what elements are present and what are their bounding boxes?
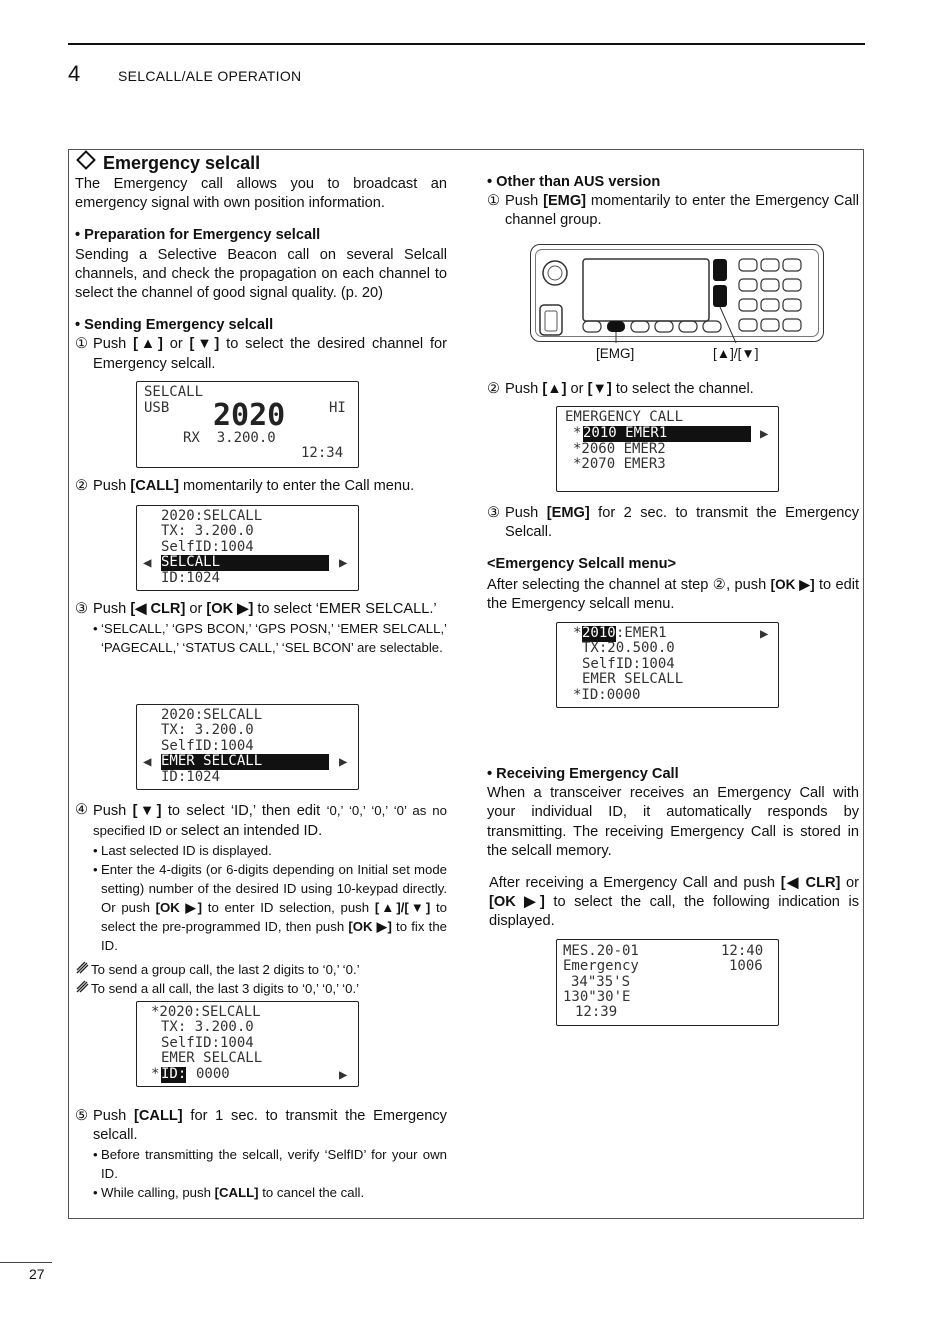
note-icon [75,960,91,979]
step-4-bullet-2: • Enter the 4-digits (or 6-digits depending on Initial set mode setting) number of the desired ID using 10-keypad directly. Or push [OK ▶] to enter ID selection, push [▲]/[▼] to select the pre-programmed ID, then push [OK ▶] to fix the ID. [93,862,447,954]
other-aus-title: • Other than AUS version [487,174,661,190]
chapter-title: SELCALL/ALE OPERATION [118,68,302,84]
menu-text: After selecting the channel at step ②, push [OK ▶] to edit the Emergency selcall menu. [487,576,860,612]
left-arrow-icon: ◀ [143,754,152,770]
left-arrow-icon: ◀ [143,555,152,571]
right-top-block [487,173,859,231]
right-arrow-icon: ▶ [760,426,769,442]
right-step-3: ③ Push [EMG] for 2 sec. to transmit the Emergency Selcall. [487,505,859,541]
recv-title: • Receiving Emergency Call [487,766,679,782]
prep-text: Sending a Selective Beacon call on several Selcall channels, and check the propagation on each channel to select the channel of good signal quality. (p. 20) [75,246,447,302]
step-5-block [75,1107,447,1202]
lcd-display-call-menu: 2020:SELCALL TX: 3.200.0 SelfID:1004 ◀ SELCALL ▶ ID:1024 [136,505,359,591]
radio-label-emg: [EMG] [596,346,635,361]
lcd-display-channel: SELCALL USB 2020 HI RX 3.200.0 12:34 [136,381,359,468]
note-icon [75,979,91,998]
recv-text: When a transceiver receives an Emergency Call with your individual ID, it automatically responds by transmitting. The receiving Emergency Call is stored in the selcall memory. [487,785,859,859]
step-3: ③ Push [◀ CLR] or [OK ▶] to select ‘EMER SELCALL.’ [75,601,437,617]
right-step-2-block [487,380,859,399]
radio-label-arrows: [▲]/[▼] [713,346,759,361]
right-arrow-icon: ▶ [760,626,769,642]
prep-title: • Preparation for Emergency selcall [75,227,321,244]
note-group-call: To send a group call, the last 2 digits to ‘0,’ ‘0.’ [75,960,447,979]
note-all-call: To send a all call, the last 3 digits to ‘0,’ ‘0,’ ‘0.’ [75,979,447,998]
lcd-display-emergency-channels: EMERGENCY CALL * 2010 EMER1 ▶ *2060 EMER2 *2070 EMER3 [556,406,779,492]
step-2-block [75,477,447,496]
right-step-3-block [487,504,859,614]
step-3-bullet: • ‘SELCALL,’ ‘GPS BCON,’ ‘GPS POSN,’ ‘EMER SELCALL,’ ‘PAGECALL,’ ‘STATUS CALL,’ ‘SEL BCON’ are selectable. [93,621,447,656]
step-4-block [75,801,447,998]
page-number-rule [0,1262,52,1263]
right-step-1: ① Push [EMG] momentarily to enter the Emergency Call channel group. [487,193,859,229]
send-title: • Sending Emergency selcall [75,317,274,334]
header-rule [68,43,865,45]
right-arrow-icon: ▶ [339,555,348,571]
intro-text: The Emergency call allows you to broadcast an emergency signal with own position information. [75,176,447,212]
step-5: ⑤ Push [CALL] for 1 sec. to transmit the Emergency selcall. [75,1108,447,1144]
right-arrow-icon: ▶ [339,1067,348,1083]
step-5-bullet-1: • Before transmitting the selcall, verify ‘SelfID’ for your own ID. [93,1147,447,1182]
step-3-block [75,600,447,657]
step-1: ① Push [▲] or [▼] to select the desired channel for Emergency selcall. [75,336,447,372]
lcd-display-emer-menu: * 2010 :EMER1 ▶ TX:20.500.0 SelfID:1004 EMER SELCALL *ID:0000 [556,622,779,708]
right-step-2: ② Push [▲] or [▼] to select the channel. [487,381,754,397]
diamond-icon [76,150,96,170]
lcd-display-received-call: MES.20-01 12:40 Emergency 1006 34"35'S 130"30'E 12:39 [556,939,779,1026]
step-4: ④ Push [▼] to select ‘ID,’ then edit ‘0,’ ‘0,’ ‘0,’ ‘0’ as no specified ID or select an intended ID. [75,802,447,840]
page-number: 27 [29,1266,45,1282]
section-heading: Emergency selcall [75,151,447,175]
radio-front-panel [530,244,824,342]
step-2: ② Push [CALL] momentarily to enter the Call menu. [75,478,415,494]
lcd-display-emer-selcall: 2020:SELCALL TX: 3.200.0 SelfID:1004 ◀ EMER SELCALL ▶ ID:1024 [136,704,359,790]
chapter-number: 4 [68,61,81,86]
menu-title: <Emergency Selcall menu> [487,556,677,573]
after-text: After receiving a Emergency Call and push [◀ CLR] or [OK ▶] to select the call, the following indication is displayed. [489,875,860,930]
receiving-block [487,765,859,932]
lcd-display-id-edit: *2020:SELCALL TX: 3.200.0 SelfID:1004 EMER SELCALL * ID: 0000 ▶ [136,1001,359,1087]
left-intro-block [75,151,447,374]
radio-panel-drawing [531,245,825,343]
right-arrow-icon: ▶ [339,754,348,770]
step-4-bullet-1: • Last selected ID is displayed. [93,843,272,859]
step-5-bullet-2: • While calling, push [CALL] to cancel the call. [93,1185,365,1201]
